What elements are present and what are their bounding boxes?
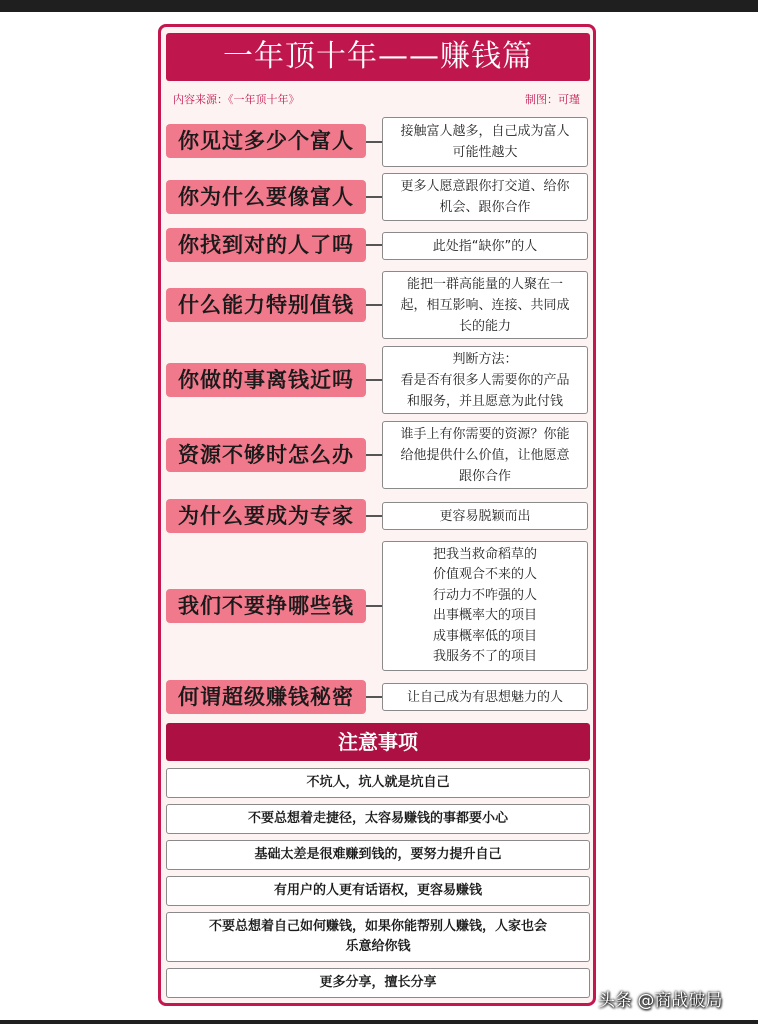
answer-text: 能把一群高能量的人聚在一 起，相互影响、连接、共同成 长的能力	[400, 276, 570, 334]
qa-row	[166, 271, 590, 339]
question-pill: 为什么要成为专家	[166, 499, 366, 533]
qa-row	[166, 498, 590, 534]
connector-line	[366, 696, 382, 698]
answer-text: 谁手上有你需要的资源？你能 给他提供什么价值，让他愿意 跟你合作	[400, 426, 570, 484]
answer-text: 判断方法： 看是否有很多人需要你的产品 和服务，并且愿意为此付钱	[400, 351, 570, 409]
credit-label: 制图：可瑾	[525, 93, 580, 106]
note-text: 不要总想着走捷径，太容易赚钱的事都要小心	[247, 811, 508, 826]
question-pill: 我们不要挣哪些钱	[166, 589, 366, 623]
bottom-bar	[0, 1020, 758, 1024]
answer-text: 此处指“缺你”的人	[432, 238, 538, 254]
left-margin	[0, 12, 148, 1020]
connector-line	[366, 605, 382, 607]
connector-line	[366, 515, 382, 517]
connector-line	[366, 304, 382, 306]
qa-row	[166, 421, 590, 489]
note-text: 不要总想着自己如何赚钱，如果你能帮别人赚钱，人家也会 乐意给你钱	[208, 919, 547, 954]
answer-box	[382, 173, 588, 221]
qa-row	[166, 173, 590, 221]
question-pill: 你见过多少个富人	[166, 124, 366, 158]
question-pill: 什么能力特别值钱	[166, 288, 366, 322]
question-pill: 何谓超级赚钱秘密	[166, 680, 366, 714]
connector-line	[366, 379, 382, 381]
answer-text: 接触富人越多，自己成为富人 可能性越大	[400, 124, 570, 160]
answer-text: 让自己成为有思想魅力的人	[406, 689, 563, 705]
question-pill: 资源不够时怎么办	[166, 438, 366, 472]
note-text: 有用户的人更有话语权，更容易赚钱	[273, 883, 482, 898]
qa-row	[166, 679, 590, 715]
question-pill: 你做的事离钱近吗	[166, 363, 366, 397]
connector-line	[366, 141, 382, 143]
top-bar	[0, 0, 758, 12]
note-item	[166, 968, 590, 998]
qa-row	[166, 117, 590, 167]
note-text: 不坑人，坑人就是坑自己	[306, 775, 450, 790]
question-pill: 你为什么要像富人	[166, 180, 366, 214]
answer-box	[382, 541, 588, 671]
source-label: 内容来源：《一年顶十年》	[173, 93, 300, 106]
qa-row	[166, 227, 590, 263]
note-item	[166, 768, 590, 798]
answer-box	[382, 232, 588, 260]
note-text: 基础太差是很难赚到钱的，要努力提升自己	[254, 847, 502, 862]
connector-line	[366, 196, 382, 198]
qa-row	[166, 541, 590, 671]
qa-row	[166, 346, 590, 414]
note-item	[166, 876, 590, 906]
answer-text: 更容易脱颖而出	[439, 508, 531, 524]
note-item	[166, 840, 590, 870]
note-item	[166, 804, 590, 834]
answer-box	[382, 117, 588, 167]
note-item	[166, 912, 590, 962]
connector-line	[366, 454, 382, 456]
answer-box	[382, 421, 588, 489]
answer-box	[382, 502, 588, 530]
answer-box	[382, 346, 588, 414]
watermark: 头条 @商战破局	[598, 991, 723, 1011]
answer-box	[382, 683, 588, 711]
connector-line	[366, 244, 382, 246]
answer-text: 把我当救命稻草的 价值观合不来的人 行动力不咋强的人 出事概率大的项目 成事概率低的项目 我服务不了的项目	[432, 546, 537, 664]
question-pill: 你找到对的人了吗	[166, 228, 366, 262]
poster-title: 一年顶十年——赚钱篇	[166, 33, 590, 81]
answer-text: 更多人愿意跟你打交道、给你 机会、跟你合作	[400, 179, 570, 215]
notes-header: 注意事项	[166, 723, 590, 761]
answer-box	[382, 271, 588, 339]
note-text: 更多分享，擅长分享	[319, 975, 437, 990]
